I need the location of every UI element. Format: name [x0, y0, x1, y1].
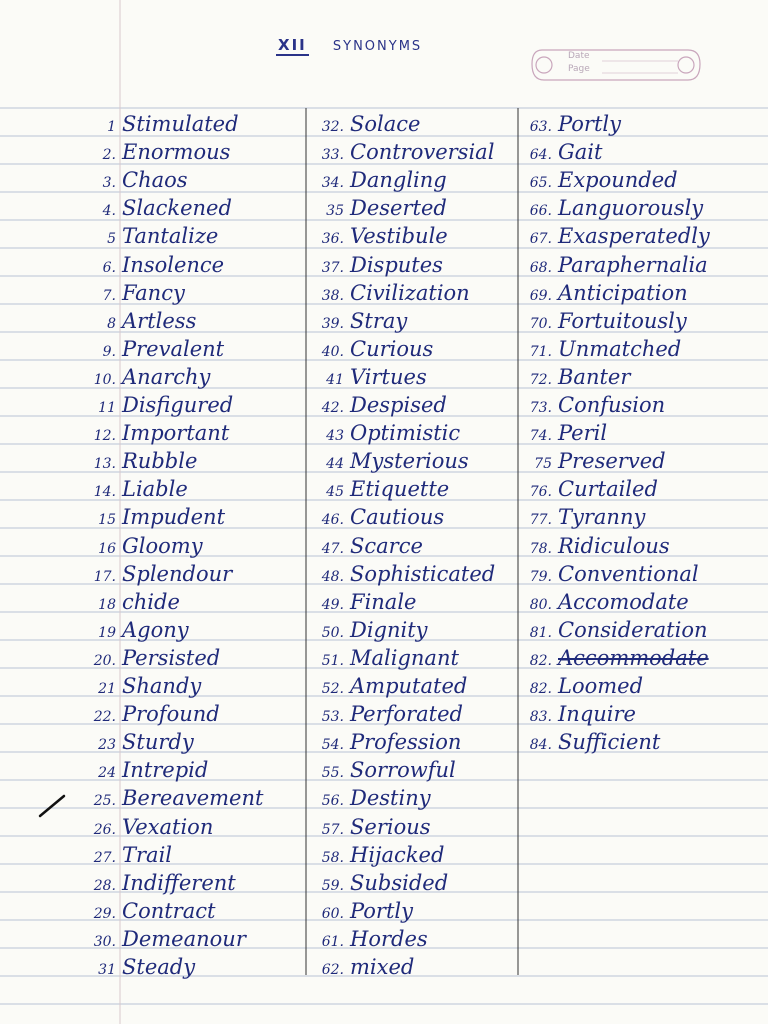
list-item [304, 897, 413, 925]
list-item [70, 588, 180, 616]
list-item [70, 925, 246, 953]
list-item [70, 560, 232, 588]
item-number: 82. [529, 681, 552, 697]
synonym-word: Fancy [122, 280, 185, 305]
synonym-word: Insolence [122, 252, 225, 277]
synonym-word: Dangling [350, 168, 447, 193]
list-item [70, 251, 224, 279]
list-item [70, 391, 233, 419]
page-label: Page [568, 64, 590, 74]
synonym-word: Important [122, 421, 230, 446]
item-number: 39. [321, 315, 344, 332]
list-item [516, 419, 607, 447]
synonym-word: Gait [558, 140, 603, 165]
synonym-word: Cautious [350, 505, 445, 530]
item-number: 16 [98, 540, 116, 557]
synonym-word: Disputes [350, 252, 443, 277]
item-number: 45 [326, 484, 344, 501]
item-number: 12. [93, 428, 116, 445]
item-number: 50. [321, 624, 344, 641]
synonym-word: Virtues [350, 364, 427, 389]
item-number: 31 [98, 962, 116, 978]
synonym-word: Disfigured [122, 393, 234, 417]
stamp-scroll-icon [528, 42, 704, 88]
synonym-word: Controversial [350, 140, 495, 165]
synonym-word: Fortuitously [558, 308, 687, 333]
list-item [304, 503, 444, 531]
list-item [70, 138, 230, 166]
synonym-word: Civilization [350, 280, 470, 305]
list-item [516, 475, 658, 503]
list-item [516, 532, 670, 560]
item-number: 60. [321, 905, 344, 922]
list-item [516, 700, 636, 728]
item-number: 21 [98, 681, 116, 697]
item-number: 64. [529, 147, 552, 164]
synonym-word: Unmatched [558, 336, 682, 361]
item-number: 42. [321, 400, 344, 416]
list-item [70, 813, 213, 841]
synonym-word: Impudent [122, 505, 226, 530]
synonym-word: Deserted [350, 196, 447, 221]
item-number: 19 [98, 624, 116, 641]
list-item [304, 251, 443, 279]
list-item [70, 784, 263, 812]
item-number: 3. [102, 175, 116, 192]
list-item [516, 307, 687, 335]
list-item [70, 728, 194, 756]
item-number: 71. [529, 343, 552, 360]
synonym-word: Vexation [122, 814, 214, 839]
item-number: 47. [321, 540, 344, 557]
list-item [304, 335, 433, 363]
list-item [70, 532, 203, 560]
synonym-word: Perforated [350, 702, 463, 727]
tick-mark-icon [38, 792, 68, 818]
list-item [70, 363, 210, 391]
list-item [70, 307, 196, 335]
list-item [304, 222, 448, 250]
synonym-word: Curious [350, 336, 434, 361]
list-item [304, 616, 428, 644]
item-number: 10. [93, 371, 116, 388]
synonym-word: Rubble [122, 449, 198, 474]
item-number: 30. [93, 933, 116, 950]
synonym-word: Confusion [558, 393, 666, 417]
item-number: 18 [98, 596, 116, 613]
item-number: 54. [321, 737, 344, 754]
item-number: 67. [529, 231, 552, 248]
synonym-word: Stimulated [122, 112, 239, 136]
page-heading [276, 36, 422, 56]
list-item [304, 784, 431, 812]
item-number: 73. [529, 400, 552, 416]
list-item [304, 166, 447, 194]
item-number: 35 [326, 203, 344, 220]
synonym-word: Prevalent [122, 336, 225, 361]
list-item [516, 166, 678, 194]
item-number: 49. [321, 596, 344, 613]
list-item [516, 279, 688, 307]
item-number: 29. [93, 905, 116, 922]
synonym-word: Bereavement [122, 786, 264, 811]
item-number: 57. [321, 821, 344, 838]
synonym-word: Portly [558, 112, 621, 136]
item-number: 78. [529, 540, 552, 557]
synonym-word: Liable [122, 477, 188, 502]
synonym-word: Sorrowful [350, 758, 456, 783]
list-item [70, 419, 229, 447]
item-number: 66. [529, 203, 552, 220]
item-number: 27. [93, 849, 116, 866]
list-item [304, 644, 459, 672]
synonym-word: Artless [122, 308, 197, 333]
list-item [304, 532, 423, 560]
synonym-word: Paraphernalia [558, 252, 708, 277]
synonym-word: Dignity [350, 617, 428, 642]
synonym-word: Optimistic [350, 421, 461, 446]
list-item [70, 475, 188, 503]
synonym-word: Chaos [122, 168, 188, 193]
synonym-word: Consideration [558, 617, 708, 642]
item-number: 58. [321, 849, 344, 866]
synonym-word: Conventional [558, 561, 699, 586]
list-item [70, 644, 220, 672]
list-item [70, 756, 208, 784]
synonym-word: Tantalize [122, 224, 219, 249]
item-number: 17. [93, 568, 116, 585]
list-item [516, 363, 630, 391]
item-number: 77. [529, 512, 552, 529]
item-number: 11 [98, 400, 116, 416]
item-number: 84. [529, 737, 552, 754]
date-page-stamp [528, 42, 704, 88]
item-number: 74. [529, 428, 552, 445]
item-number: 70. [529, 315, 552, 332]
synonym-word: Vestibule [350, 224, 448, 249]
item-number: 14. [93, 484, 116, 501]
list-item [70, 447, 197, 475]
list-item [516, 138, 602, 166]
item-number: 79. [529, 568, 552, 585]
item-number: 52. [321, 681, 344, 697]
item-number: 59. [321, 877, 344, 894]
item-number: 46. [321, 512, 344, 529]
list-item [516, 728, 660, 756]
synonym-word: Mysterious [350, 449, 469, 474]
list-item [516, 616, 707, 644]
synonym-word: Sufficient [558, 730, 661, 755]
unit-number: XII [278, 36, 307, 54]
synonym-word: Anticipation [558, 280, 688, 305]
synonym-word: Malignant [350, 645, 459, 670]
item-number: 44 [326, 456, 344, 473]
item-number: 83. [529, 709, 552, 726]
list-item [70, 700, 220, 728]
synonym-word: Peril [558, 421, 608, 446]
item-number: 43 [326, 428, 344, 445]
list-item [516, 391, 665, 419]
item-number: 65. [529, 175, 552, 192]
item-number: 51. [321, 652, 344, 669]
list-item [70, 166, 188, 194]
item-number: 9. [102, 343, 116, 360]
synonym-word: Languorously [558, 196, 704, 221]
list-item [516, 335, 681, 363]
synonym-word: Portly [350, 898, 413, 923]
synonym-word: mixed [350, 955, 415, 979]
list-item [304, 279, 470, 307]
list-item [516, 672, 643, 700]
list-item [304, 419, 460, 447]
list-item [304, 307, 407, 335]
list-item [304, 953, 414, 981]
item-number: 36. [321, 231, 344, 248]
list-item [304, 700, 463, 728]
synonym-word: Finale [350, 589, 417, 614]
synonym-word: Profession [350, 730, 462, 755]
synonym-word: Curtailed [558, 477, 658, 502]
list-item [516, 222, 710, 250]
synonym-word: Amputated [350, 674, 468, 698]
synonym-word: Accomodate [558, 589, 689, 614]
list-item [304, 869, 448, 897]
item-number: 13. [93, 456, 116, 473]
synonym-word: Inquire [558, 702, 636, 727]
synonym-word: Indifferent [122, 870, 236, 895]
item-number: 55. [321, 765, 344, 782]
list-item [304, 447, 469, 475]
list-item [70, 335, 224, 363]
item-number: 68. [529, 259, 552, 276]
synonym-word: Etiquette [350, 477, 450, 502]
item-number: 8 [107, 315, 116, 332]
list-item [304, 560, 495, 588]
synonym-word: Exasperatedly [558, 224, 710, 249]
list-item [516, 560, 699, 588]
list-item [70, 194, 232, 222]
synonym-word: Sophisticated [350, 561, 496, 586]
list-item [70, 110, 239, 138]
list-item [70, 222, 218, 250]
synonym-word: Enormous [122, 140, 231, 165]
item-number: 26. [93, 821, 116, 838]
item-number: 61. [321, 933, 344, 950]
synonym-word: Splendour [122, 561, 233, 586]
item-number: 22. [93, 709, 116, 726]
synonym-word: Banter [558, 364, 631, 389]
list-item [70, 616, 189, 644]
synonym-word: Sturdy [122, 730, 194, 755]
synonym-word: Trail [122, 842, 172, 867]
synonym-word: Shandy [122, 674, 202, 698]
synonym-word: Persisted [122, 645, 221, 670]
list-item [516, 194, 703, 222]
list-item [304, 138, 494, 166]
synonym-word: Ridiculous [558, 533, 670, 558]
synonym-word: Destiny [350, 786, 431, 811]
synonym-word: Demeanour [122, 926, 246, 951]
item-number: 1 [107, 119, 116, 135]
list-item [516, 251, 708, 279]
list-item [70, 897, 215, 925]
list-item [304, 363, 427, 391]
item-number: 41 [326, 371, 344, 388]
list-item [304, 194, 447, 222]
item-number: 15 [98, 512, 116, 529]
list-item [70, 672, 201, 700]
item-number: 6. [102, 259, 116, 276]
item-number: 37. [321, 259, 344, 276]
synonym-word: Stray [350, 308, 408, 333]
synonym-word: Agony [122, 617, 189, 642]
list-item [304, 672, 467, 700]
synonym-word: Subsided [350, 870, 449, 895]
item-number: 34. [321, 175, 344, 192]
synonym-word: Scarce [350, 533, 423, 558]
item-number: 48. [321, 568, 344, 585]
synonym-word: Serious [350, 814, 431, 839]
item-number: 81. [529, 624, 552, 641]
synonym-word: chide [122, 589, 180, 614]
item-number: 56. [321, 793, 344, 810]
item-number: 25. [93, 793, 116, 810]
synonym-word: Accommodate [558, 645, 709, 670]
item-number: 62. [321, 962, 344, 978]
synonym-word: Preserved [558, 449, 666, 474]
list-item [516, 503, 645, 531]
synonym-word: Hordes [350, 926, 428, 951]
list-item [304, 728, 461, 756]
list-item [304, 588, 416, 616]
synonym-word: Solace [350, 112, 421, 136]
list-item [70, 953, 195, 981]
list-item [516, 588, 689, 616]
item-number: 7. [102, 287, 116, 304]
synonym-word: Hijacked [350, 842, 445, 867]
synonym-word: Tyranny [558, 505, 646, 530]
item-number: 28. [93, 877, 116, 894]
list-item [516, 644, 709, 672]
page-title: SYNONYMS [332, 39, 423, 54]
item-number: 80. [529, 596, 552, 613]
list-item [516, 447, 666, 475]
list-item [304, 391, 447, 419]
item-number: 23 [98, 737, 116, 754]
list-item [304, 841, 444, 869]
item-number: 2. [102, 147, 116, 164]
synonym-word: Profound [122, 702, 220, 727]
item-number: 82. [529, 652, 552, 669]
synonym-word: Loomed [558, 674, 644, 698]
list-item [304, 110, 420, 138]
list-item [70, 841, 172, 869]
date-label: Date [568, 51, 590, 61]
item-number: 38. [321, 287, 344, 304]
list-item [70, 869, 236, 897]
item-number: 5 [107, 231, 116, 248]
list-item [304, 475, 449, 503]
list-item [304, 925, 428, 953]
list-item [70, 279, 185, 307]
synonym-word: Anarchy [122, 364, 211, 389]
item-number: 53. [321, 709, 344, 726]
list-item [304, 813, 431, 841]
synonym-word: Intrepid [122, 758, 209, 783]
synonym-word: Despised [350, 393, 447, 417]
item-number: 75 [534, 456, 552, 473]
list-item [70, 503, 225, 531]
synonym-word: Contract [122, 898, 216, 923]
synonym-word: Steady [122, 955, 196, 979]
item-number: 63. [529, 119, 552, 135]
list-item [304, 756, 456, 784]
item-number: 24 [98, 765, 116, 782]
item-number: 20. [93, 652, 116, 669]
item-number: 32. [321, 119, 344, 135]
item-number: 72. [529, 371, 552, 388]
item-number: 40. [321, 343, 344, 360]
list-item [516, 110, 621, 138]
item-number: 33. [321, 147, 344, 164]
synonym-word: Slackened [122, 196, 232, 221]
item-number: 69. [529, 287, 552, 304]
synonym-word: Gloomy [122, 533, 203, 558]
synonym-word: Expounded [558, 168, 678, 193]
item-number: 76. [529, 484, 552, 501]
item-number: 4. [102, 203, 116, 220]
